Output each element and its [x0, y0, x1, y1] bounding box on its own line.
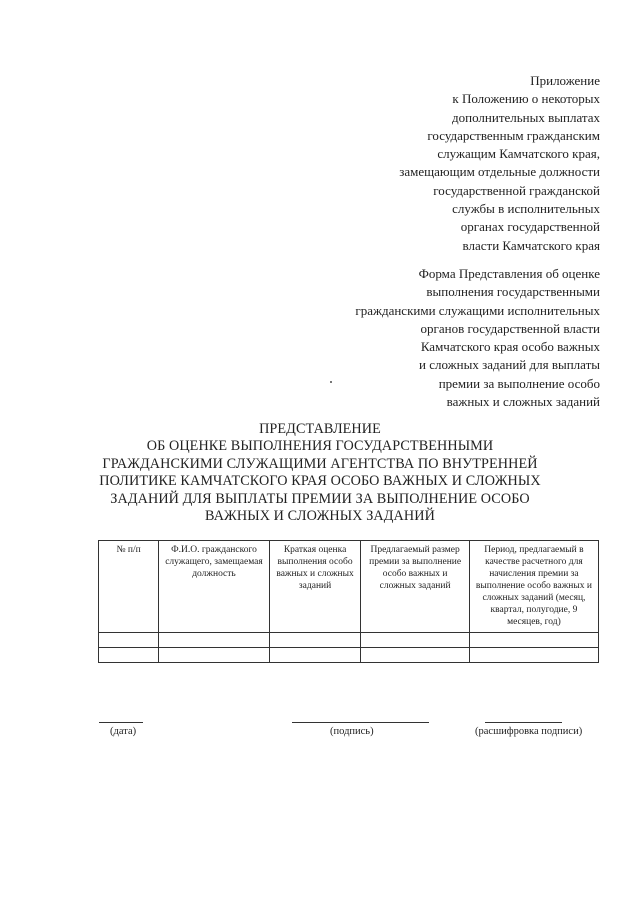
table-cell	[159, 648, 270, 663]
title-line: ПРЕДСТАВЛЕНИЕ	[259, 421, 381, 437]
table-cell	[269, 648, 361, 663]
date-label: (дата)	[110, 726, 137, 737]
appendix-line: дополнительных выплатах	[452, 109, 600, 125]
form-note-line: важных и сложных заданий	[446, 394, 600, 410]
title-line: ГРАЖДАНСКИМИ СЛУЖАЩИМИ АГЕНТСТВА ПО ВНУТРЕННЕЙ	[102, 455, 538, 472]
table-cell	[99, 633, 159, 648]
appendix-block	[399, 72, 600, 255]
appendix-line: государственным гражданским	[427, 127, 600, 143]
form-note-line: выполнения государственными	[426, 284, 600, 300]
table-cell	[159, 633, 270, 648]
appendix-line: Приложение	[530, 73, 600, 88]
appendix-line: государственной гражданской	[433, 182, 600, 198]
date-line	[99, 722, 143, 723]
form-note-line: премии за выполнение особо	[438, 375, 600, 391]
appendix-line: замещающим отдельные должности	[399, 164, 600, 180]
header-period: Период, предлагаемый в качестве расчетного для начисления премии за выполнение особо важных и сложных заданий (месяц, квартал, полугодие, 9 месяцев, год)	[469, 541, 598, 633]
appendix-line: служащим Камчатского края,	[437, 146, 600, 162]
appendix-line: к Положению о некоторых	[452, 91, 600, 107]
header-number: № п/п	[99, 541, 159, 633]
table-cell	[469, 633, 598, 648]
transcript-line	[485, 722, 562, 723]
form-note-line: гражданскими служащими исполнительных	[355, 302, 600, 318]
header-assessment: Краткая оценка выполнения особо важных и сложных заданий	[269, 541, 361, 633]
signature-label: (подпись)	[330, 726, 374, 737]
title-line: ПОЛИТИКЕ КАМЧАТСКОГО КРАЯ ОСОБО ВАЖНЫХ И СЛОЖНЫХ	[99, 473, 541, 490]
table-cell	[361, 648, 470, 663]
form-note-line: органов государственной власти	[420, 320, 600, 336]
title-line: ОБ ОЦЕНКЕ ВЫПОЛНЕНИЯ ГОСУДАРСТВЕННЫМИ	[146, 438, 494, 455]
title-line: ВАЖНЫХ И СЛОЖНЫХ ЗАДАНИЙ	[205, 508, 435, 525]
signature-line	[292, 722, 429, 723]
transcript-label: (расшифровка подписи)	[475, 726, 583, 737]
appendix-line: службы в исполнительных	[452, 201, 600, 217]
table-row	[99, 633, 599, 648]
table-header-row	[99, 541, 599, 633]
form-note-block	[355, 265, 600, 411]
table-cell	[469, 648, 598, 663]
table-cell	[269, 633, 361, 648]
document-title	[60, 421, 580, 525]
title-line: ЗАДАНИЙ ДЛЯ ВЫПЛАТЫ ПРЕМИИ ЗА ВЫПОЛНЕНИЕ ОСОБО	[110, 490, 530, 507]
form-note-line: Форма Представления об оценке	[418, 266, 600, 281]
table-row	[99, 648, 599, 663]
appendix-line: органах государственной	[460, 219, 600, 235]
form-note-line: и сложных заданий для выплаты	[419, 357, 600, 373]
header-employee: Ф.И.О. гражданского служащего, замещаемая должность	[159, 541, 270, 633]
appendix-line: власти Камчатского края	[462, 237, 600, 253]
header-bonus-size: Предлагаемый размер премии за выполнение особо важных и сложных заданий	[361, 541, 470, 633]
table-cell	[99, 648, 159, 663]
form-note-line: Камчатского края особо важных	[420, 339, 600, 355]
table-cell	[361, 633, 470, 648]
assessment-table	[98, 540, 599, 663]
scan-dot	[330, 381, 332, 383]
